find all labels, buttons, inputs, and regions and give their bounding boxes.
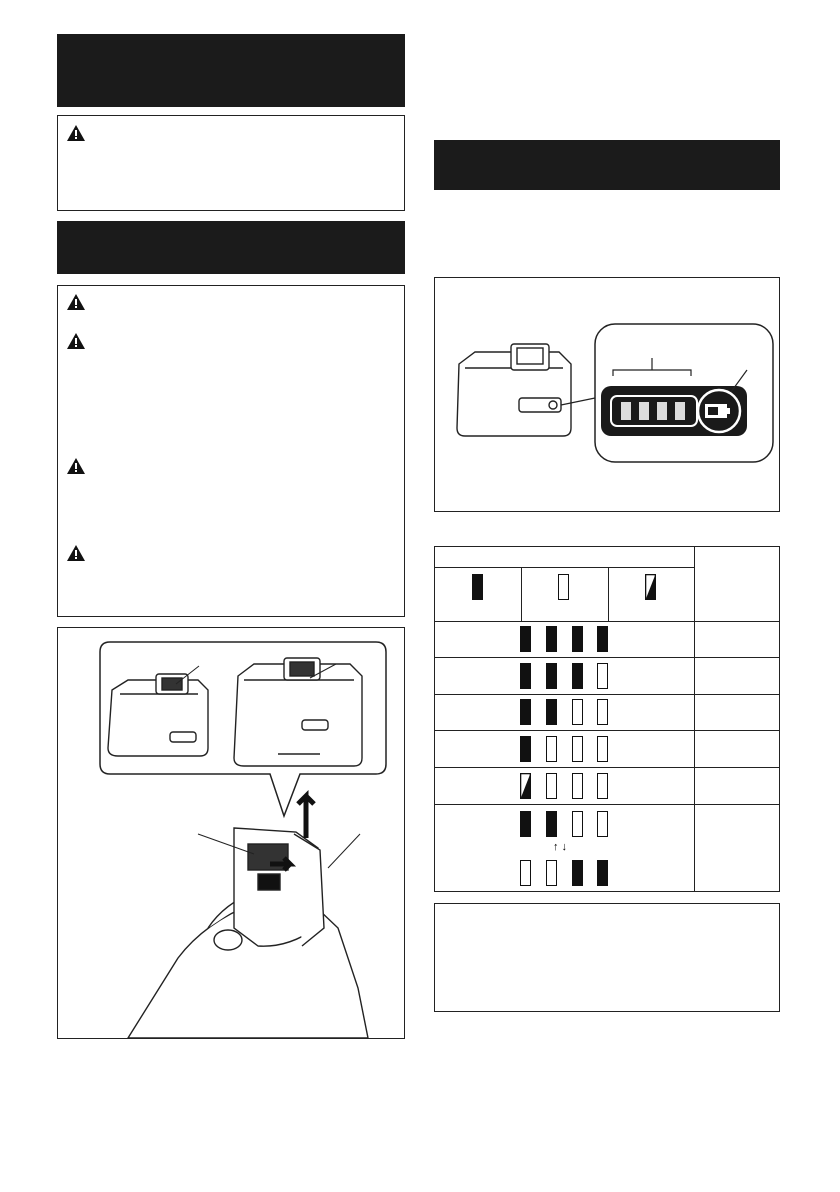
section-heading-bar-1	[57, 34, 405, 107]
section-heading-bar-3	[434, 140, 780, 190]
lamp-row-6	[434, 804, 694, 892]
warning-triangle-icon	[66, 293, 86, 311]
table-line	[608, 567, 609, 621]
legend-lit-lamp	[472, 574, 483, 600]
warning-triangle-icon	[66, 332, 86, 350]
section-heading-bar-2	[57, 221, 405, 274]
lamp-row-5	[434, 767, 694, 804]
indicator-status-table	[434, 546, 780, 892]
figure-battery-removal	[57, 627, 405, 1039]
table-line	[434, 567, 694, 568]
table-line	[521, 567, 522, 621]
caution-box-2	[57, 285, 405, 617]
figure-indicator-lamps	[434, 277, 780, 512]
warning-triangle-icon	[66, 124, 86, 142]
lamp-row-3	[434, 694, 694, 730]
battery-removal-illustration	[58, 628, 404, 1038]
alternating-arrows: ↑ ↓	[553, 841, 568, 853]
warning-triangle-icon	[66, 544, 86, 562]
legend-blinking-lamp	[645, 574, 656, 600]
battery-indicator-illustration	[435, 278, 779, 511]
warning-triangle-icon	[66, 457, 86, 475]
lamp-row-4	[434, 730, 694, 767]
lamp-row-1	[434, 621, 694, 657]
caution-box-1	[57, 115, 405, 211]
legend-off-lamp	[558, 574, 569, 600]
lamp-row-2	[434, 657, 694, 694]
note-box	[434, 903, 780, 1012]
table-line	[694, 546, 695, 892]
